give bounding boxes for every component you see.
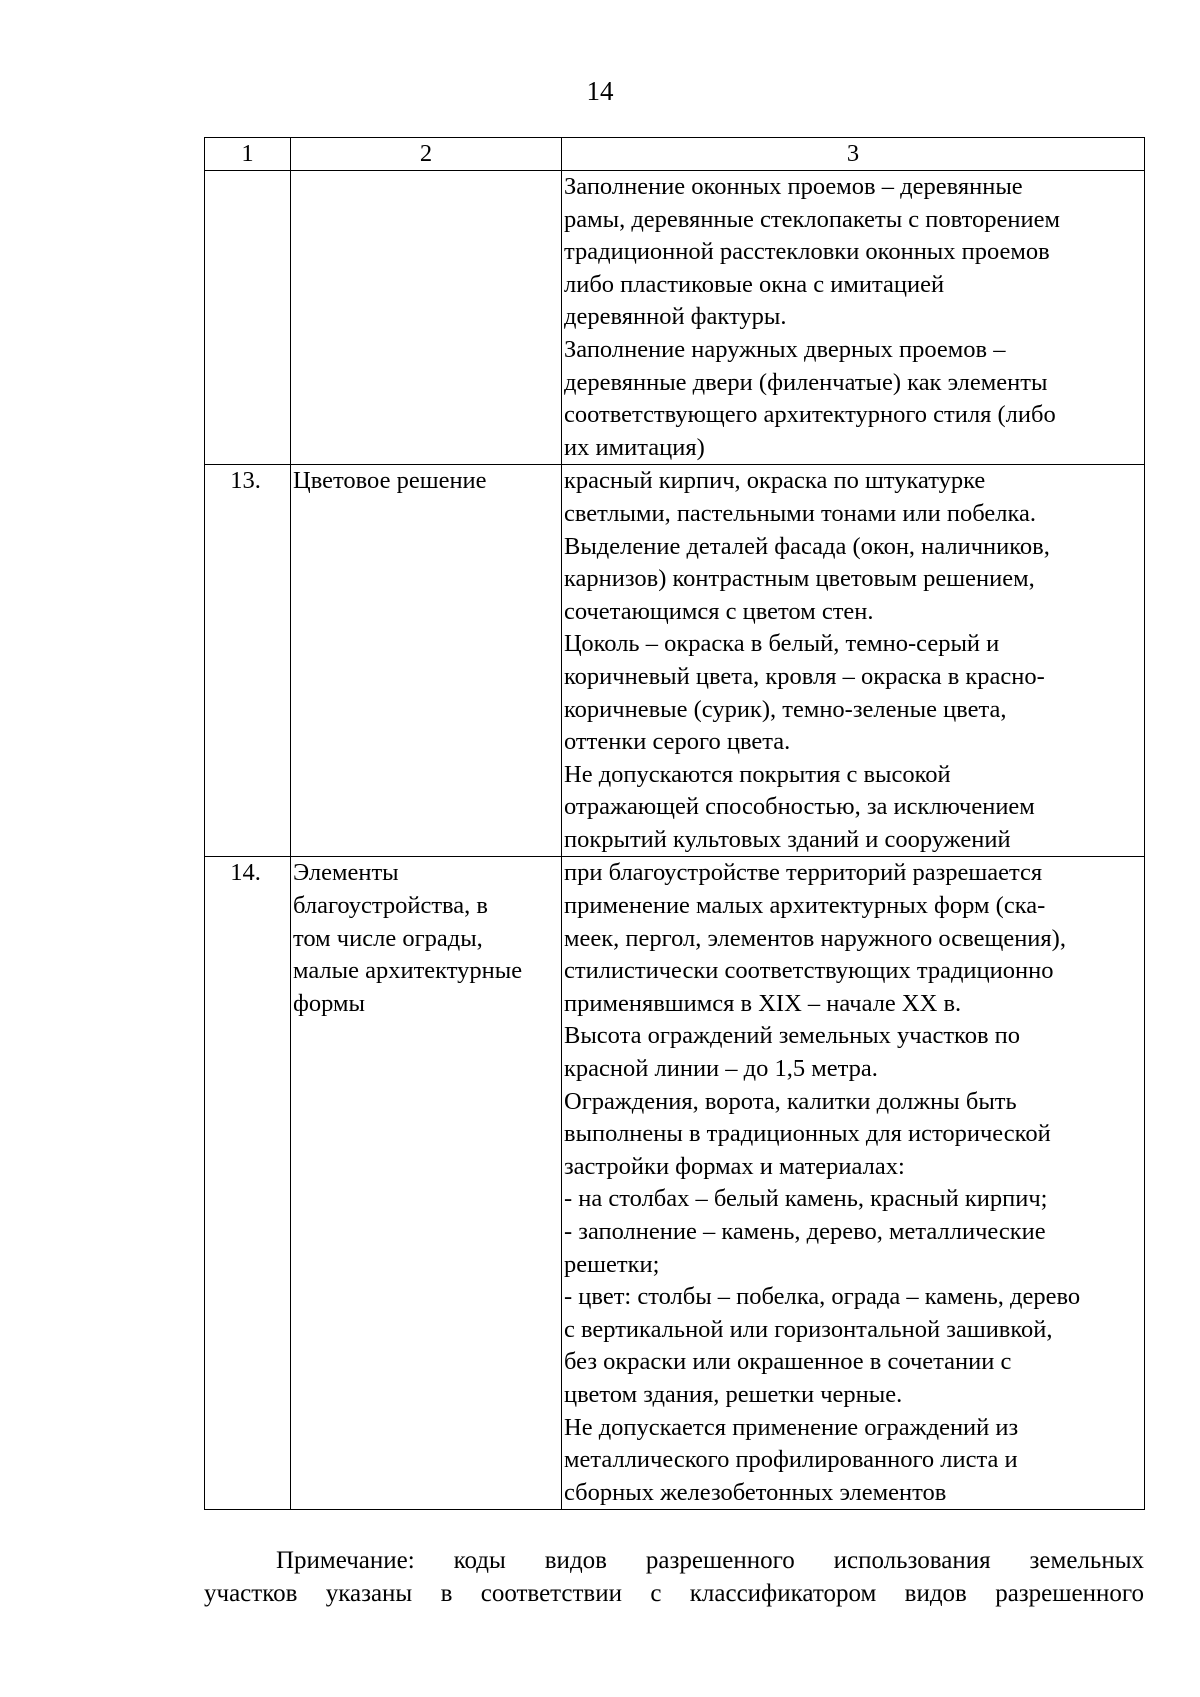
row-description-line: отражающей способностью, за исключением: [564, 793, 1035, 821]
row-description-line: Ограждения, ворота, калитки должны быть: [564, 1087, 1017, 1115]
row-description-line: Высота ограждений земельных участков по: [564, 1022, 1021, 1050]
row-description-line: красной линии – до 1,5 метра.: [564, 1055, 878, 1083]
row-description-line: деревянные двери (филенчатые) как элементы: [564, 368, 1048, 396]
row-description-line: - на столбах – белый камень, красный кирпич;: [564, 1185, 1048, 1213]
page-number: 14: [586, 76, 614, 106]
row-description-line: цветом здания, решетки черные.: [564, 1380, 903, 1408]
row-name-line: Элементы: [293, 859, 399, 887]
table-row: [205, 857, 1145, 1510]
row-name-line: том числе ограды,: [293, 924, 483, 952]
row-description-line: при благоустройстве территорий разрешается: [564, 859, 1043, 887]
row-description-line: сборных железобетонных элементов: [564, 1478, 947, 1506]
row-number: 13.: [205, 465, 291, 857]
row-name-line: малые архитектурные: [293, 957, 523, 985]
row-description-line: покрытий культовых зданий и сооружений: [564, 825, 1011, 853]
row-name: [291, 171, 562, 465]
row-description-line: красный кирпич, окраска по штукатурке: [564, 467, 986, 495]
table-row: [205, 171, 1145, 465]
row-description-line: - заполнение – камень, дерево, металлические: [564, 1218, 1046, 1245]
row-description-line: меек, пергол, элементов наружного освещения),: [564, 924, 1066, 952]
row-description-line: Заполнение наружных дверных проемов –: [564, 335, 1006, 363]
row-description-line: оттенки серого цвета.: [564, 728, 791, 756]
row-description-line: без окраски или окрашенное в сочетании с: [564, 1348, 1012, 1376]
row-description-line: либо пластиковые окна с имитацией: [564, 270, 945, 298]
note-line-1: Примечание: коды видов разрешенного использования земельных: [276, 1547, 1144, 1574]
row-description-line: карнизов) контрастным цветовым решением,: [564, 565, 1035, 593]
column-header-2: 2: [291, 138, 562, 171]
row-description: [562, 465, 1145, 857]
row-description-line: застройки формах и материалах:: [564, 1152, 905, 1180]
row-description-line: Заполнение оконных проемов – деревянные: [564, 173, 1023, 200]
row-description-line: рамы, деревянные стеклопакеты с повторением: [564, 205, 1060, 233]
row-description: [562, 171, 1145, 465]
row-name-line: благоустройства, в: [293, 892, 488, 920]
row-description-line: традиционной расстекловки оконных проемов: [564, 238, 1050, 266]
row-description-line: с вертикальной или горизонтальной зашивкой,: [564, 1315, 1053, 1343]
row-description: [562, 857, 1145, 1510]
row-description-line: - цвет: столбы – побелка, ограда – камень, дерево: [564, 1283, 1081, 1311]
row-name-line: формы: [293, 989, 365, 1017]
row-description-line: деревянной фактуры.: [564, 303, 787, 331]
regulations-table: [204, 137, 1145, 1510]
row-name: [291, 465, 562, 857]
row-description-line: стилистически соответствующих традиционно: [564, 957, 1054, 985]
row-description-line: коричневые (сурик), темно-зеленые цвета,: [564, 695, 1007, 723]
row-name: [291, 857, 562, 1510]
row-number: [205, 171, 291, 465]
row-description-line: выполнены в традиционных для исторической: [564, 1120, 1051, 1148]
note-paragraph: [204, 1544, 1144, 1610]
row-name-line: Цветовое решение: [293, 467, 487, 495]
row-description-line: применение малых архитектурных форм (ска-: [564, 892, 1046, 920]
table-header-row: [205, 138, 1145, 171]
column-header-3: 3: [562, 138, 1145, 171]
column-header-1: 1: [205, 138, 291, 171]
row-description-line: металлического профилированного листа и: [564, 1446, 1018, 1474]
row-description-line: Цоколь – окраска в белый, темно-серый и: [564, 630, 1000, 658]
row-description-line: их имитация): [564, 433, 705, 461]
table-row: [205, 465, 1145, 857]
row-description-line: коричневый цвета, кровля – окраска в красно-: [564, 662, 1045, 690]
row-description-line: Выделение деталей фасада (окон, наличников,: [564, 532, 1050, 560]
row-description-line: светлыми, пастельными тонами или побелка.: [564, 499, 1037, 527]
note-line-2: участков указаны в соответствии с классификатором видов разрешенного: [204, 1580, 1144, 1607]
row-description-line: соответствующего архитектурного стиля (либо: [564, 401, 1056, 429]
row-description-line: решетки;: [564, 1250, 660, 1278]
row-description-line: Не допускается применение ограждений из: [564, 1413, 1019, 1441]
row-description-line: Не допускаются покрытия с высокой: [564, 760, 951, 788]
row-description-line: сочетающимся с цветом стен.: [564, 597, 874, 625]
row-number: 14.: [205, 857, 291, 1510]
row-description-line: применявшимся в XIX – начале XX в.: [564, 989, 962, 1017]
